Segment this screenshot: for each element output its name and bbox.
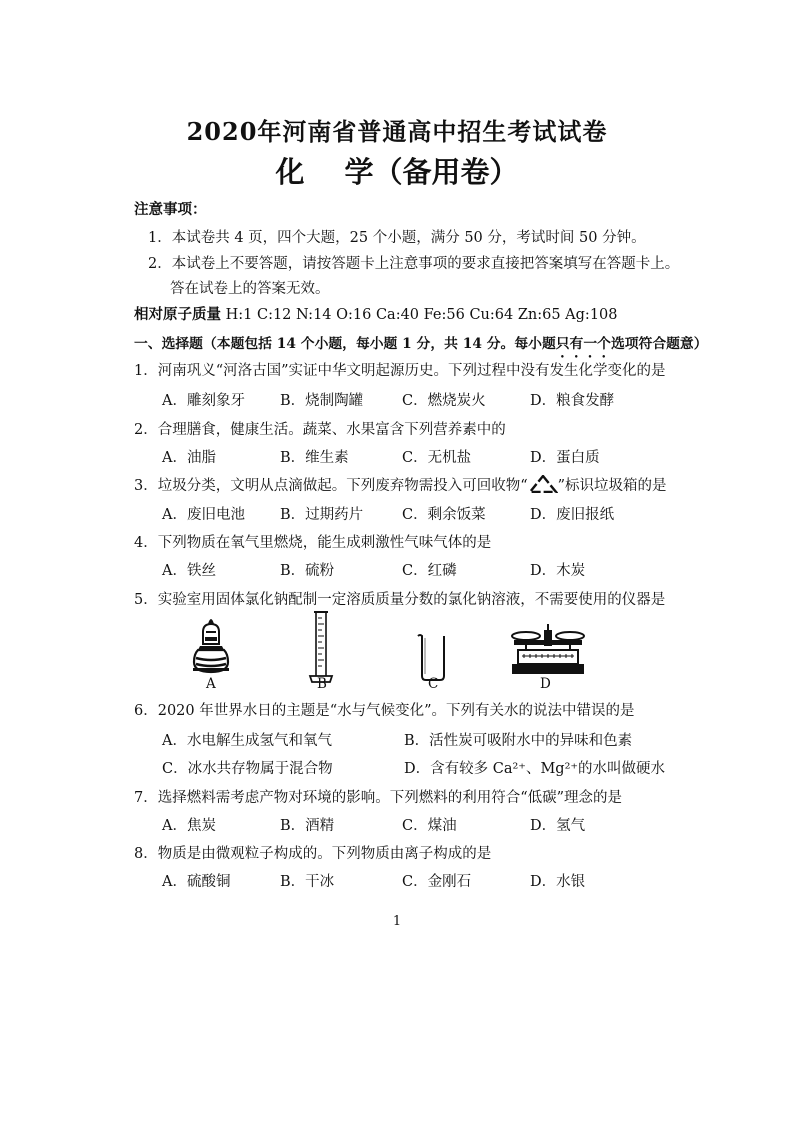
question-5-stem: 5．实验室用固体氯化钠配制一定溶质质量分数的氯化钠溶液，不需要使用的仪器是 <box>134 592 666 608</box>
q2-option-d: D．蛋白质 <box>530 450 600 466</box>
question-3-stem <box>134 474 667 495</box>
q8-option-c: C．金刚石 <box>402 874 472 890</box>
q6-option-c: C．冰水共存物属于混合物 <box>162 761 333 777</box>
q7-option-c: C．煤油 <box>402 818 457 834</box>
q1-option-b: B．烧制陶罐 <box>280 393 364 409</box>
apparatus-label-d: D <box>540 676 551 692</box>
q4-option-b: B．硫粉 <box>280 563 335 579</box>
q4-option-c: C．红磷 <box>402 563 457 579</box>
recycle-icon <box>528 475 558 493</box>
question-6-stem: 6．2020 年世界水日的主题是“水与气候变化”。下列有关水的说法中错误的是 <box>134 703 635 719</box>
atomic-mass-values: H:1 C:12 N:14 O:16 Ca:40 Fe:56 Cu:64 Zn:65 Ag:108 <box>225 307 618 323</box>
q3-option-a: A．废旧电池 <box>162 507 245 523</box>
q7-option-a: A．焦炭 <box>162 818 216 834</box>
q4-option-a: A．铁丝 <box>162 563 216 579</box>
atomic-mass-label: 相对原子质量 <box>134 306 221 323</box>
subtitle-part-b: 学（备用卷） <box>344 155 519 189</box>
q7-option-b: B．酒精 <box>280 818 335 834</box>
q2-option-a: A．油脂 <box>162 450 216 466</box>
q6-option-a: A．水电解生成氢气和氧气 <box>162 733 332 749</box>
section-heading-main: 一、选择题（本题包括 14 个小题，每小题 1 分，共 14 分。每小题 <box>134 336 556 352</box>
page-number: 1 <box>392 914 402 929</box>
notice-item-1: 1．本试卷共 4 页，四个大题，25 个小题，满分 50 分，考试时间 50 分钟。 <box>148 230 646 246</box>
q2-option-c: C．无机盐 <box>402 450 472 466</box>
atomic-mass-line <box>134 303 618 324</box>
section-heading-tail: 选项符合题意） <box>610 336 708 352</box>
q8-option-b: B．干冰 <box>280 874 335 890</box>
subtitle-part-a: 化 <box>275 155 305 189</box>
q3-option-d: D．废旧报纸 <box>530 507 615 523</box>
q3-option-c: C．剩余饭菜 <box>402 507 486 523</box>
question-7-stem: 7．选择燃料需考虑产物对环境的影响。下列燃料的利用符合“低碳”理念的是 <box>134 790 623 806</box>
section-heading-emphasis: 只有一个 <box>555 336 611 352</box>
q3-stem-part-b: ”标识垃圾箱的是 <box>557 478 667 494</box>
apparatus-label-b: B <box>317 676 327 692</box>
section-heading <box>134 332 708 361</box>
q3-option-b: B．过期药片 <box>280 507 364 523</box>
q8-option-d: D．水银 <box>530 874 586 890</box>
apparatus-label-c: C <box>428 676 439 692</box>
q7-option-d: D．氢气 <box>530 818 586 834</box>
q6-option-b: B．活性炭可吸附水中的异味和色素 <box>404 733 633 749</box>
q1-option-c: C．燃烧炭火 <box>402 393 486 409</box>
notice-heading: 注意事项： <box>134 201 207 218</box>
question-4-stem: 4．下列物质在氧气里燃烧，能生成刺激性气味气体的是 <box>134 535 492 551</box>
notice-item-2-cont: 答在试卷上的答案无效。 <box>170 281 330 297</box>
q6-option-d: D．含有较多 Ca²⁺、Mg²⁺的水叫做硬水 <box>404 761 666 777</box>
q4-option-d: D．木炭 <box>530 563 586 579</box>
question-1-stem: 1．河南巩义“河洛古国”实证中华文明起源历史。下列过程中没有发生化学变化的是 <box>134 363 666 379</box>
q8-option-a: A．硫酸铜 <box>162 874 231 890</box>
exam-subtitle <box>0 150 794 191</box>
q3-stem-part-a: 3．垃圾分类，文明从点滴做起。下列废弃物需投入可回收物“ <box>134 478 528 494</box>
question-8-stem: 8．物质是由微观粒子构成的。下列物质由离子构成的是 <box>134 846 492 862</box>
apparatus-label-a: A <box>206 676 216 692</box>
q1-option-d: D．粮食发酵 <box>530 393 615 409</box>
q1-option-a: A．雕刻象牙 <box>162 393 245 409</box>
question-2-stem: 2．合理膳食，健康生活。蔬菜、水果富含下列营养素中的 <box>134 422 506 438</box>
exam-title: 2020年河南省普通高中招生考试试卷 <box>186 117 608 146</box>
q2-option-b: B．维生素 <box>280 450 349 466</box>
notice-item-2: 2．本试卷上不要答题，请按答题卡上注意事项的要求直接把答案填写在答题卡上。 <box>148 256 680 272</box>
